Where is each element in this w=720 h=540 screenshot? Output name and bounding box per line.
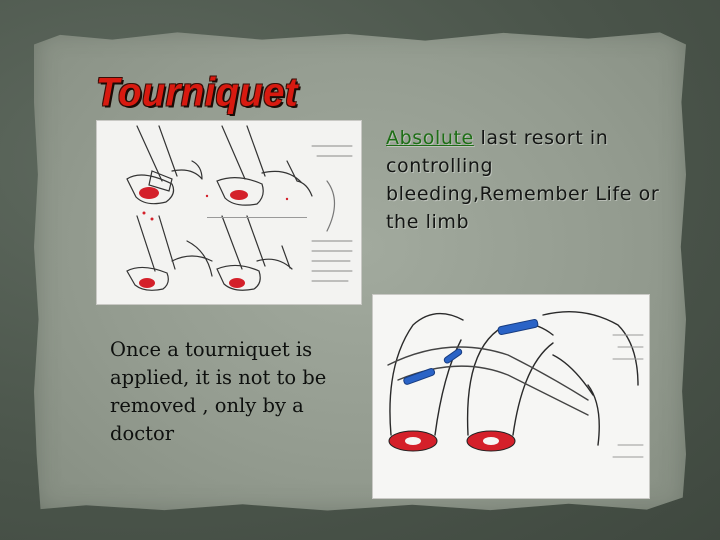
tourniquet-arm-illustration — [372, 294, 650, 499]
slide-right-text — [386, 124, 666, 236]
slide-left-text: Once a tourniquet is applied, it is not to be removed , only by a doctor — [110, 338, 327, 445]
tourniquet-steps-illustration — [96, 120, 362, 305]
emphasis-word: Absolute — [386, 127, 474, 149]
slide-title: Tourniquet — [96, 70, 298, 116]
right-text-body: last resort in controlling bleeding,Remember Life or the limb — [386, 127, 660, 233]
